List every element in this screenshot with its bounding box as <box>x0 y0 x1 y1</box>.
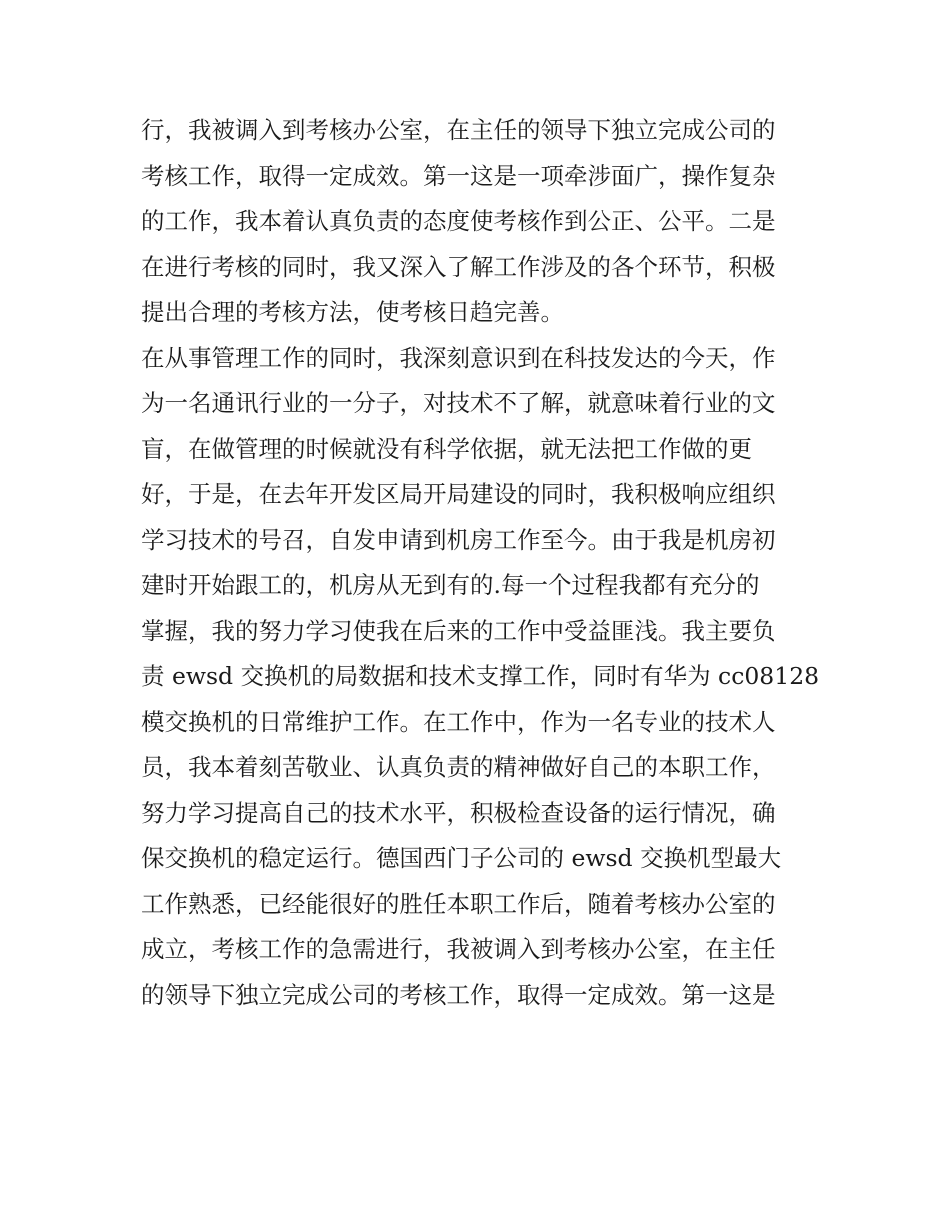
text-line: 保交换机的稳定运行。德国西门子公司的 ewsd 交换机型最大 <box>141 844 782 872</box>
text-line: 考核工作，取得一定成效。第一这是一项牵涉面广，操作复杂 <box>141 161 776 190</box>
text-line: 提出合理的考核方法，使考核日趋完善。 <box>141 298 564 326</box>
text-line: 的领导下独立完成公司的考核工作，取得一定成效。第一这是 <box>141 980 776 1009</box>
text-line: 成立，考核工作的急需进行，我被调入到考核办公室，在主任 <box>141 935 776 963</box>
text-line: 工作熟悉，已经能很好的胜任本职工作后，随着考核办公室的 <box>141 889 776 918</box>
text-line: 掌握，我的努力学习使我在后来的工作中受益匪浅。我主要负 <box>141 616 776 645</box>
text-line: 在从事管理工作的同时，我深刻意识到在科技发达的今天，作 <box>141 343 776 372</box>
text-line: 员，我本着刻苦敬业、认真负责的精神做好自己的本职工作， <box>141 753 776 781</box>
text-line: 盲，在做管理的时候就没有科学依据，就无法把工作做的更 <box>141 434 752 463</box>
text-line: 好，于是，在去年开发区局开局建设的同时，我积极响应组织 <box>141 480 776 508</box>
text-line: 努力学习提高自己的技术水平，积极检查设备的运行情况，确 <box>141 798 776 827</box>
text-line: 为一名通讯行业的一分子，对技术不了解，就意味着行业的文 <box>141 389 776 417</box>
text-line: 建时开始跟工的，机房从无到有的.每一个过程我都有充分的 <box>141 571 760 599</box>
text-line: 责 ewsd 交换机的局数据和技术支撑工作，同时有华为 cc08128 <box>141 662 820 690</box>
text-line: 学习技术的号召，自发申请到机房工作至今。由于我是机房初 <box>141 525 776 554</box>
text-line: 模交换机的日常维护工作。在工作中，作为一名专业的技术人 <box>141 707 776 736</box>
text-line: 在进行考核的同时，我又深入了解工作涉及的各个环节，积极 <box>141 252 776 281</box>
text-line: 行，我被调入到考核办公室，在主任的领导下独立完成公司的 <box>141 116 776 144</box>
body-text <box>141 108 831 1018</box>
text-line: 的工作，我本着认真负责的态度使考核作到公正、公平。二是 <box>141 207 776 235</box>
